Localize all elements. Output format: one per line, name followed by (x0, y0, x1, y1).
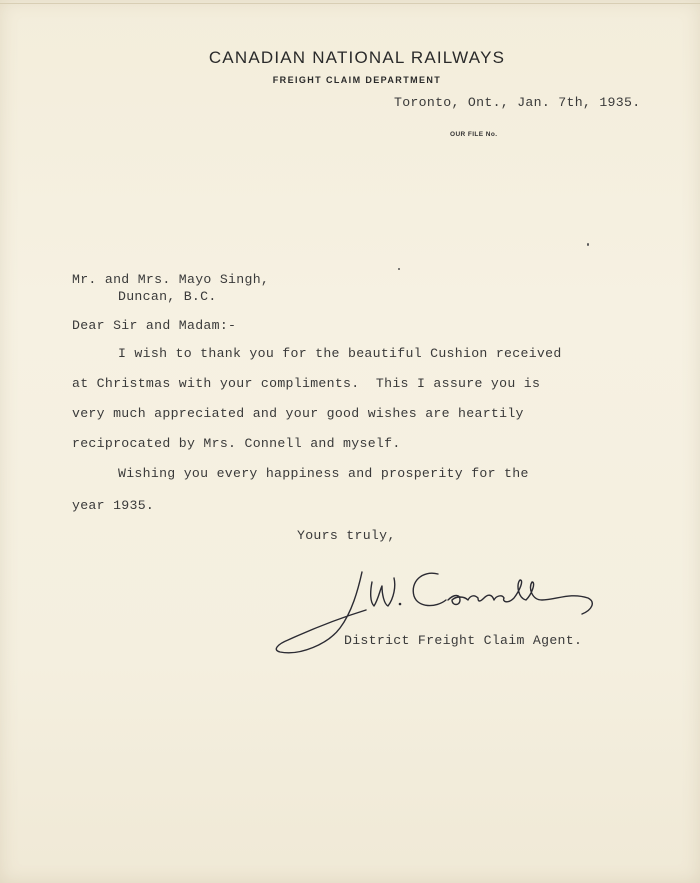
signature-stroke (413, 573, 446, 605)
addressee-location: Duncan, B.C. (118, 289, 217, 304)
body-line: I wish to thank you for the beautiful Cushion received (118, 346, 562, 361)
signer-title: District Freight Claim Agent. (344, 633, 583, 648)
letterhead-department: FREIGHT CLAIM DEPARTMENT (272, 75, 442, 85)
body-line: Wishing you every happiness and prosperity for the (118, 466, 529, 481)
signature-stroke (371, 578, 395, 606)
date-line: Toronto, Ont., Jan. 7th, 1935. (394, 95, 641, 110)
body-line: year 1935. (72, 498, 155, 513)
salutation: Dear Sir and Madam:- (72, 318, 237, 333)
paper-speck (587, 243, 589, 246)
closing: Yours truly, (297, 528, 396, 543)
addressee-name: Mr. and Mrs. Mayo Singh, (72, 272, 270, 287)
signature-dot (399, 603, 402, 606)
file-number-label: OUR FILE No. (450, 131, 498, 138)
signature-stroke (448, 580, 592, 614)
body-line: very much appreciated and your good wishes are heartily (72, 406, 524, 421)
letterhead-company: CANADIAN NATIONAL RAILWAYS (208, 48, 506, 67)
paper-edge-line (0, 3, 700, 4)
paper-speck (398, 268, 400, 270)
body-line: at Christmas with your compliments. This I assure you is (72, 376, 541, 391)
body-line: reciprocated by Mrs. Connell and myself. (72, 436, 401, 451)
